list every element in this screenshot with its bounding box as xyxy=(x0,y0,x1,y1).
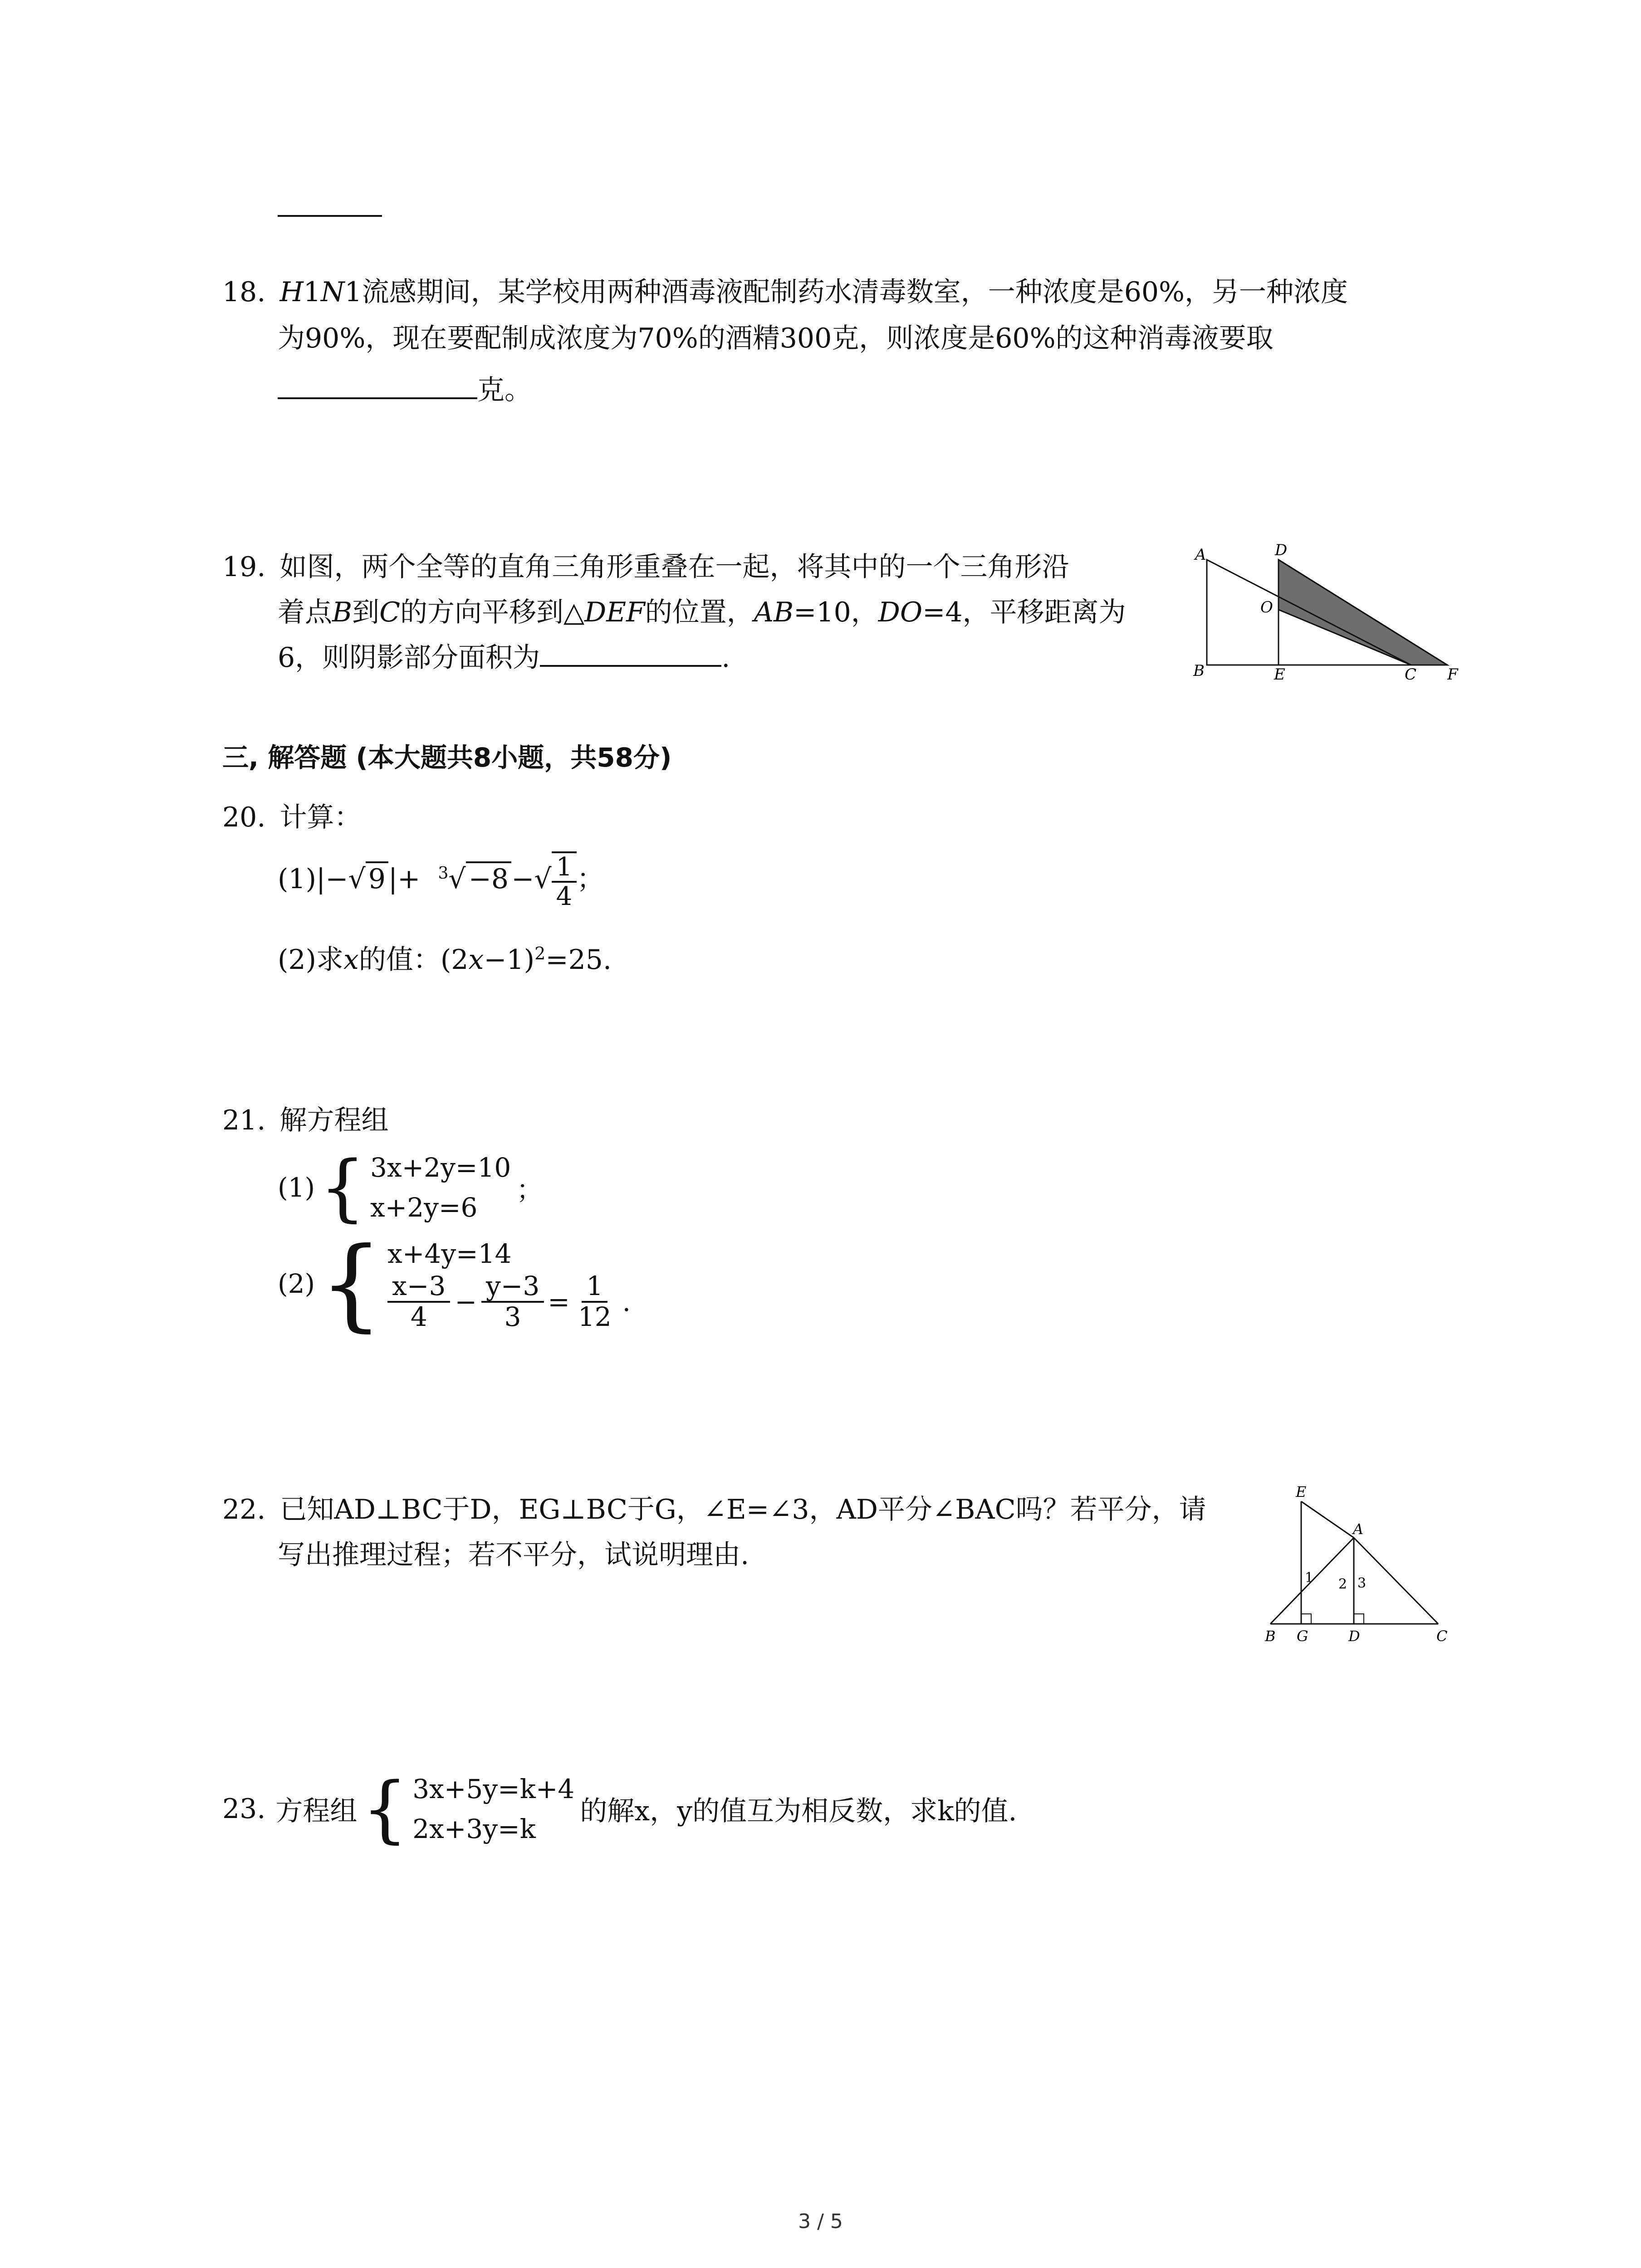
label-f: F xyxy=(1447,665,1458,684)
question-number: 22. xyxy=(222,1494,266,1525)
label-a: A xyxy=(1195,546,1206,564)
question-21: 21. 解方程组 xyxy=(222,1105,389,1136)
cube-root-symbol: √ xyxy=(448,863,466,895)
label-e: E xyxy=(1296,1483,1307,1501)
label-d: D xyxy=(1275,541,1288,559)
label-b: B xyxy=(1193,662,1205,680)
label-angle-2: 2 xyxy=(1338,1576,1347,1592)
question-19-line1: 19. 如图，两个全等的直角三角形重叠在一起，将其中的一个三角形沿 xyxy=(222,551,1069,583)
sqrt-symbol: √ xyxy=(534,863,552,895)
question-18-line3: 克。 xyxy=(278,367,532,413)
label-b: B xyxy=(1265,1628,1276,1645)
question-22-line2: 写出推理过程；若不平分，试说明理由. xyxy=(278,1539,749,1571)
question-20-part2: (2)求x的值：$(2x-1)^2=25$. xyxy=(278,943,612,976)
label-e: E xyxy=(1274,665,1285,684)
system-brace: { xyxy=(319,1145,366,1230)
label-c: C xyxy=(1436,1628,1448,1645)
question-number: 23. xyxy=(222,1793,266,1825)
figure-q22-triangle xyxy=(1257,1483,1456,1656)
label-c: C xyxy=(1405,665,1417,684)
triangle-abc xyxy=(1207,560,1411,665)
question-number: 20. xyxy=(222,802,266,833)
answer-blank[interactable] xyxy=(278,368,477,399)
question-number: 18. xyxy=(222,276,266,308)
question-22-line1: 22. 已知AD⊥BC于D，EG⊥BC于G，∠E=∠3，AD平分∠BAC吗？若平分，请 xyxy=(222,1494,1206,1525)
label-o: O xyxy=(1260,598,1273,616)
question-18-line2: 为90%，现在要配制成浓度为70%的酒精300克，则浓度是60%的这种消毒液要取 xyxy=(278,323,1274,354)
page-number: 3 / 5 xyxy=(798,2210,843,2233)
question-19-line3: 6，则阴影部分面积为 . xyxy=(278,635,730,680)
system-brace: { xyxy=(319,1226,383,1342)
label-a: A xyxy=(1353,1520,1364,1538)
label-d: D xyxy=(1348,1628,1360,1645)
question-21-part1: (1) { 3x+2y=10 x+2y=6 ； xyxy=(278,1145,543,1230)
question-23: 23. 方程组 { 3x+5y=k+4 2x+3y=k 的解x，y的值互为相反数，求k的值. xyxy=(222,1766,1017,1851)
figure-q19-triangles xyxy=(1180,535,1465,689)
system-brace: { xyxy=(362,1766,408,1851)
answer-blank-top xyxy=(278,215,382,217)
question-20-part1: (1)|−√ 9 |+ $^3$√ −8 −√ $\frac{1}{4}$ ； xyxy=(278,852,604,912)
label-g: G xyxy=(1297,1628,1308,1645)
question-20: 20. 计算： xyxy=(222,802,362,833)
question-21-part2: (2) { x+4y=14 $\frac{x-3}{4}$ − $\frac{y-3}{3}$ = $\frac{1}{12}$ . xyxy=(278,1226,631,1342)
sqrt-symbol: √ xyxy=(348,863,366,895)
question-19-line2: 着点B到C的方向平移到△DEF的位置，AB=10，DO=4，平移距离为 xyxy=(278,596,1126,628)
question-number: 19. xyxy=(222,551,266,583)
answer-blank[interactable] xyxy=(540,636,721,667)
question-18: 18. H1N1流感期间，某学校用两种酒毒液配制药水清毒数室，一种浓度是60%，另一种浓度 xyxy=(222,276,1348,308)
question-number: 21. xyxy=(222,1105,266,1136)
label-angle-1: 1 xyxy=(1305,1570,1314,1586)
label-angle-3: 3 xyxy=(1357,1575,1367,1591)
section-heading: 三, 解答题 (本大题共8小题，共58分) xyxy=(222,742,672,773)
